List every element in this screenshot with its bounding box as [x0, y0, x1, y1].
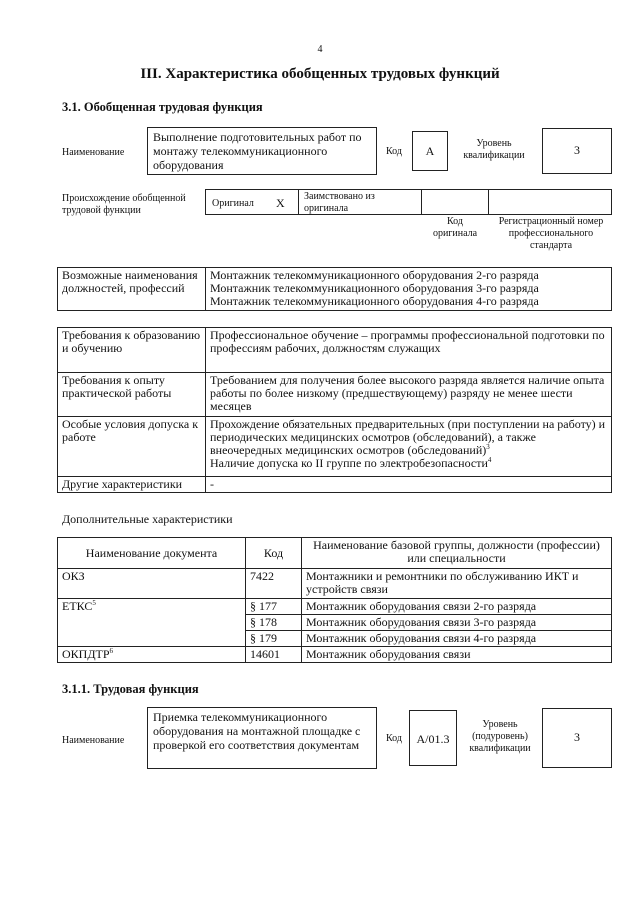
- footnote-mark: 4: [487, 456, 492, 464]
- etks-code: § 179: [246, 631, 302, 647]
- gtf-level-value: 3: [542, 128, 612, 174]
- footnote-mark: 5: [92, 599, 96, 607]
- req-special-text-2: Наличие допуска ко II группе по электробезопасности: [210, 456, 488, 470]
- position-item: Монтажник телекоммуникационного оборудования 2-го разряда: [210, 268, 539, 282]
- code-original-label: Код оригинала: [432, 216, 478, 239]
- additional-table: [57, 537, 612, 663]
- origin-table: [205, 189, 612, 215]
- gtf-level-label: Уровень квалификации: [463, 138, 525, 161]
- tf-level-value: 3: [542, 708, 612, 768]
- header-doc: Наименование документа: [58, 538, 246, 569]
- positions-values: [206, 268, 612, 311]
- req-special-label: Особые условия допуска к работе: [58, 417, 206, 477]
- req-other-label: Другие характеристики: [58, 477, 206, 493]
- origin-divider: [421, 190, 422, 214]
- req-experience-value: Требованием для получения более высокого разряда является наличие опыта работы по более низкому (предшествующему) разряду не менее шести месяцев: [206, 373, 612, 417]
- additional-title: Дополнительные характеристики: [62, 512, 233, 526]
- tf-name-label: Наименование: [62, 735, 125, 746]
- reg-number-label: Регистрационный номер профессионального стандарта: [498, 216, 604, 251]
- gtf-name-value: Выполнение подготовительных работ по монтажу телекоммуникационного оборудования: [147, 127, 377, 175]
- etks-code: § 178: [246, 615, 302, 631]
- header-name: Наименование базовой группы, должности (профессии) или специальности: [302, 538, 612, 569]
- borrowed-label: Заимствовано из оригинала: [304, 191, 375, 214]
- section-title: III. Характеристика обобщенных трудовых функций: [140, 66, 500, 82]
- gtf-origin-label: Происхождение обобщенной трудовой функции: [62, 193, 186, 216]
- etks-name: Монтажник оборудования связи 4-го разряда: [302, 631, 612, 647]
- tf-name-value: Приемка телекоммуникационного оборудования на монтажной площадке с проверкой его соответствия документам: [147, 707, 377, 769]
- okpdtr-name: Монтажник оборудования связи: [302, 647, 612, 663]
- okpdtr-doc: [58, 647, 246, 663]
- footnote-mark: 6: [109, 647, 114, 655]
- etks-name: Монтажник оборудования связи 2-го разряда: [302, 599, 612, 615]
- gtf-heading: 3.1. Обобщенная трудовая функция: [62, 100, 263, 114]
- gtf-code-label: Код: [386, 146, 402, 157]
- position-item: Монтажник телекоммуникационного оборудования 4-го разряда: [210, 294, 539, 308]
- req-experience-label: Требования к опыту практической работы: [58, 373, 206, 417]
- tf-code-value: А/01.3: [409, 710, 457, 766]
- etks-doc: [58, 599, 246, 647]
- original-label: Оригинал: [212, 198, 254, 209]
- origin-divider: [488, 190, 489, 214]
- origin-divider: [298, 190, 299, 214]
- okpdtr-code: 14601: [246, 647, 302, 663]
- etks-doc-text: ЕТКС: [62, 599, 93, 613]
- gtf-code-value: А: [412, 131, 448, 171]
- tf-heading: 3.1.1. Трудовая функция: [62, 682, 199, 696]
- position-item: Монтажник телекоммуникационного оборудования 3-го разряда: [210, 281, 539, 295]
- tf-code-label: Код: [386, 733, 402, 744]
- req-education-value: Профессиональное обучение – программы профессиональной подготовки по профессиям рабочих, должностям служащих: [206, 328, 612, 373]
- okpdtr-doc-text: ОКПДТР: [62, 647, 110, 661]
- okz-code: 7422: [246, 569, 302, 599]
- okz-name: Монтажники и ремонтники по обслуживанию ИКТ и устройств связи: [302, 569, 612, 599]
- positions-table: [57, 267, 612, 311]
- req-education-label: Требования к образованию и обучению: [58, 328, 206, 373]
- positions-label: Возможные наименования должностей, профессий: [58, 268, 206, 311]
- page-number: 4: [317, 44, 323, 55]
- req-special-value: [206, 417, 612, 477]
- tf-level-label: Уровень (подуровень) квалификации: [469, 719, 531, 754]
- footnote-mark: 3: [486, 443, 490, 451]
- okz-doc: ОКЗ: [58, 569, 246, 599]
- req-other-value: -: [206, 477, 612, 493]
- gtf-name-label: Наименование: [62, 147, 125, 158]
- etks-code: § 177: [246, 599, 302, 615]
- requirements-table: [57, 327, 612, 493]
- header-code: Код: [246, 538, 302, 569]
- etks-name: Монтажник оборудования связи 3-го разряда: [302, 615, 612, 631]
- original-mark: Х: [276, 196, 285, 210]
- req-special-text: Прохождение обязательных предварительных (при поступлении на работу) и периодических медицинских осмотров (обследований), а также внеочередных медицинских осмотров (обследований): [210, 417, 606, 457]
